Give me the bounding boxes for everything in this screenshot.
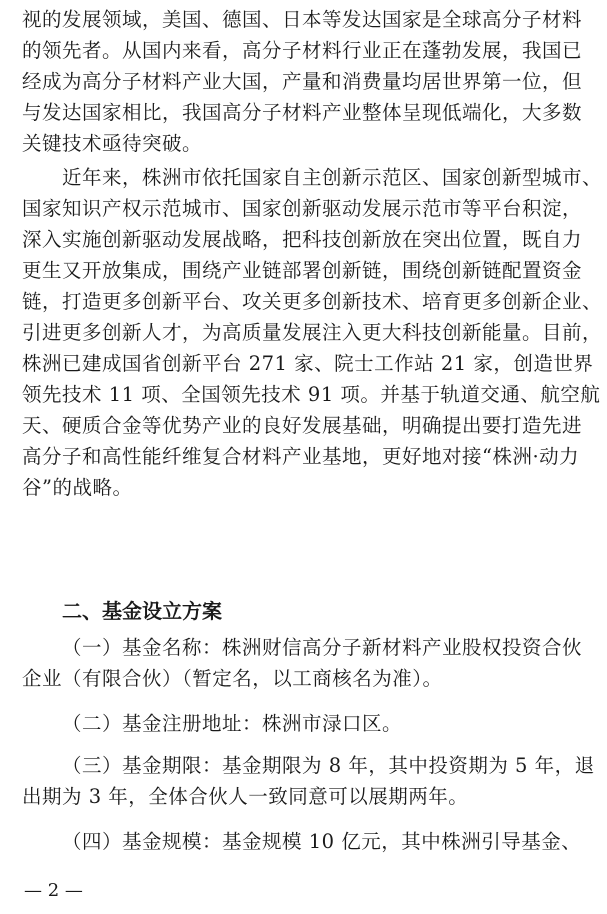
paragraph-industry-overview: [22, 4, 590, 159]
text-line: 谷”的战略。: [22, 476, 133, 499]
text-line: 近年来，株洲市依托国家自主创新示范区、国家创新型城市、: [62, 166, 603, 189]
text-line: 的领先者。从国内来看，高分子材料行业正在蓬勃发展，我国已: [22, 39, 583, 62]
paragraph-zhuzhou-innovation: [22, 162, 603, 503]
text-line: [22, 750, 595, 781]
text-line: 天、硬质合金等优势产业的良好发展基础，明确提出要打造先进: [22, 414, 583, 437]
text-line: 株洲已建成国省创新平台 271 家、院士工作站 21 家，创造世界: [22, 352, 594, 375]
text-line: [22, 708, 590, 739]
item-text: 基金规模 10 亿元，其中株洲引导基金、: [222, 830, 582, 853]
text-line: [22, 826, 590, 857]
text-line: 链，打造更多创新平台、攻关更多创新技术、培育更多创新企业、: [22, 290, 603, 313]
text-line: 领先技术 11 项、全国领先技术 91 项。并基于轨道交通、航空航: [22, 383, 601, 406]
text-line: 与发达国家相比，我国高分子材料产业整体呈现低端化，大多数: [22, 101, 583, 124]
text-line: 深入实施创新驱动发展战略，把科技创新放在突出位置，既自力: [22, 228, 583, 251]
item-text: 株洲市渌口区。: [262, 712, 403, 735]
text-line: [22, 632, 590, 663]
item-fund-size: [22, 826, 590, 857]
page-number: — 2 —: [24, 880, 83, 901]
section-heading: 二、基金设立方案: [62, 599, 222, 623]
text-line: 企业（有限合伙）（暂定名，以工商核名为准）。: [22, 667, 443, 690]
item-text: 基金期限为 8 年，其中投资期为 5 年，退: [222, 754, 595, 777]
text-line: 国家知识产权示范城市、国家创新驱动发展示范市等平台积淀，: [22, 197, 583, 220]
text-line: 关键技术亟待突破。: [22, 132, 203, 155]
item-label: （三）基金期限：: [62, 754, 223, 777]
item-fund-address: [22, 708, 590, 739]
text-line: 经成为高分子材料产业大国，产量和消费量均居世界第一位，但: [22, 70, 583, 93]
text-line: 高分子和高性能纤维复合材料产业基地，更好地对接“株洲·动力: [22, 445, 580, 468]
item-fund-name: [22, 632, 590, 694]
text-line: 出期为 3 年，全体合伙人一致同意可以展期两年。: [22, 785, 469, 808]
text-line: 引进更多创新人才，为高质量发展注入更大科技创新能量。目前，: [22, 321, 603, 344]
item-label: （二）基金注册地址：: [62, 712, 263, 735]
text-line: 更生又开放集成，围绕产业链部署创新链，围绕创新链配置资金: [22, 259, 583, 282]
item-label: （四）基金规模：: [62, 830, 223, 853]
item-label: （一）基金名称：: [62, 636, 223, 659]
text-line: 视的发展领域，美国、德国、日本等发达国家是全球高分子材料: [22, 8, 583, 31]
item-fund-term: [22, 750, 595, 812]
item-text: 株洲财信高分子新材料产业股权投资合伙: [222, 636, 583, 659]
